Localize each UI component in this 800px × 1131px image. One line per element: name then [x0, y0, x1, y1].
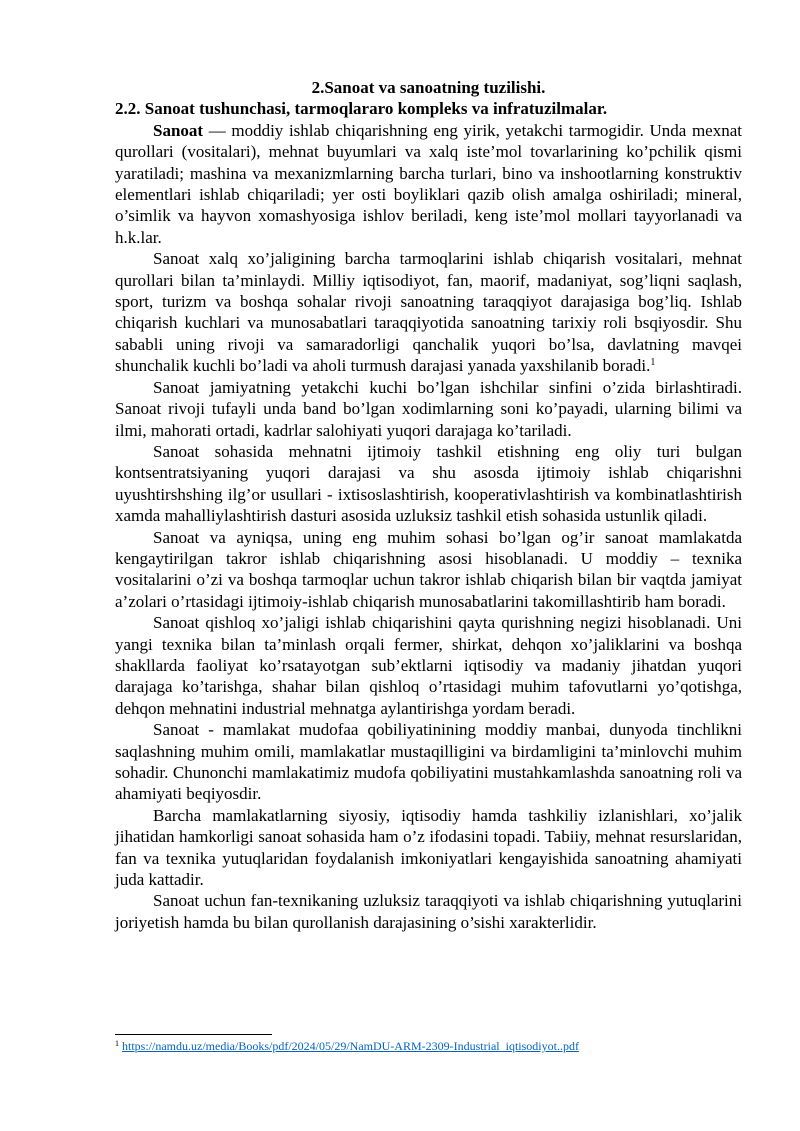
paragraph — [115, 248, 742, 376]
paragraph-text: — moddiy ishlab chiqarishning eng yirik, yetakchi tarmogidir. Unda mexnat qurollari (vositalari), mehnat buyumlari va xalq iste’mol tovarlarining ko’pchilik qismi yaratiladi; mashina va mexanizmlarning barcha turlari, bino va inshootlarning konstruktiv elementlari ishlab chiqariladi; yer osti boyliklari qazib olish amalga oshiriladi; mineral, o’simlik va hayvon xomashyosiga ishlov beriladi, keng iste’mol mollari tayyorlanadi va h.k.lar. — [115, 120, 742, 247]
paragraph: Barcha mamlakatlarning siyosiy, iqtisodiy hamda tashkiliy izlanishlari, xo’jalik jihatidan hamkorligi sanoat sohasida ham o’z ifodasini topadi. Tabiiy, mehnat resurslaridan, fan va texnika yutuqlaridan foydalanish imkoniyatlari kengayishida sanoatning ahamiyati juda kattadir. — [115, 805, 742, 890]
term-lead: Sanoat — [153, 120, 204, 140]
document-body — [115, 77, 742, 933]
paragraph — [115, 120, 742, 248]
paragraph: Sanoat uchun fan-texnikaning uzluksiz taraqqiyoti va ishlab chiqarishning yutuqlarini joriyetish hamda bu bilan qurollanish darajasining o’sishi xarakterlidir. — [115, 891, 742, 932]
paragraph: Sanoat sohasida mehnatni ijtimoiy tashkil etishning eng oliy turi bulgan kontsentratsiyaning yuqori darajasi va shu asosda ijtimoiy ishlab chiqarishni uyushtirshshing ilg’or usullari - ixtisoslashtirish, kooperativlashtirish va kombinatlashtirish xamda mahalliylashtirish dasturi asosida uzluksiz tashkil etish sohasida ustunlik qiladi. — [115, 441, 742, 526]
footnote-separator — [115, 1034, 272, 1035]
section-title: 2.Sanoat va sanoatning tuzilishi. — [311, 78, 546, 97]
footnote-marker: 1 — [115, 1039, 119, 1048]
subsection-title: 2.2. Sanoat tushunchasi, tarmoqlararo kompleks va infratuzilmalar. — [115, 99, 608, 119]
paragraph: Sanoat va ayniqsa, uning eng muhim sohasi bo’lgan og’ir sanoat mamlakatda kengaytirilgan takror ishlab chiqarishning asosi hisoblanadi. U moddiy – texnika vositalarini o’zi va boshqa tarmoqlar uchun takror ishlab chiqarish bilan bir vaqtda jamiyat a’zolari o’rtasidagi ijtimoiy-ishlab chiqarish munosabatlarini takomillashtirib ham boradi. — [115, 527, 742, 611]
footnote-link[interactable]: https://namdu.uz/media/Books/pdf/2024/05/29/NamDU-ARM-2309-Industrial_iqtisodiyot..pdf — [122, 1039, 579, 1053]
paragraph: Sanoat - mamlakat mudofaa qobiliyatinining moddiy manbai, dunyoda tinchlikni saqlashning muhim omili, mamlakatlar mustaqilligini va birdamligini ta’minlovchi muhim sohadir. Chunonchi mamlakatimiz mudofa qobiliyatini mustahkamlashda sanoatning roli va ahamiyati beqiyosdir. — [115, 720, 742, 804]
footnote — [115, 1039, 755, 1054]
paragraph: Sanoat qishloq xo’jaligi ishlab chiqarishini qayta qurishning negizi hisoblanadi. Uni yangi texnika bilan ta’minlash orqali fermer, shirkat, dehqon xo’jaliklarini va boshqa shakllarda faoliyat ko’rsatayotgan sub’ektlarni iqtisodiy va madaniy jihatdan yuqori darajaga ko’tarishga, shahar bilan qishloq o’rtasidagi muhim tafovutlarni yo’qotishga, dehqon mehnatini industrial mehnatga aylantirishga yordam beradi. — [115, 613, 742, 718]
paragraph: Sanoat jamiyatning yetakchi kuchi bo’lgan ishchilar sinfini o’zida birlashtiradi. Sanoat rivoji tufayli unda band bo’lgan xodimlarning soni ko’payadi, ularning bilimi va ilmi, mahorati ortadi, kadrlar salohiyati yuqori darajaga ko’tariladi. — [115, 377, 742, 440]
footnote-reference[interactable]: 1 — [650, 357, 656, 369]
paragraph-text: Sanoat xalq xo’jaligining barcha tarmoqlarini ishlab chiqarish vositalari, mehnat qurollari bilan ta’minlaydi. Milliy iqtisodiyot, fan, maorif, madaniyat, sog’liqni saqlash, sport, turizm va boshqa sohalar rivoji sanoatning taraqqiyot darajasiga bog’liq. Ishlab chiqarish kuchlari va munosabatlari taraqqiyotida sanoatning tarixiy roli bsqiyosdir. Shu sababli uning rivoji va samaradorligi qanchalik yuqori bo’lsa, davlatning mavqei shunchalik kuchli bo’ladi va aholi turmush darajasi yanada yaxshilanib boradi. — [115, 249, 742, 376]
